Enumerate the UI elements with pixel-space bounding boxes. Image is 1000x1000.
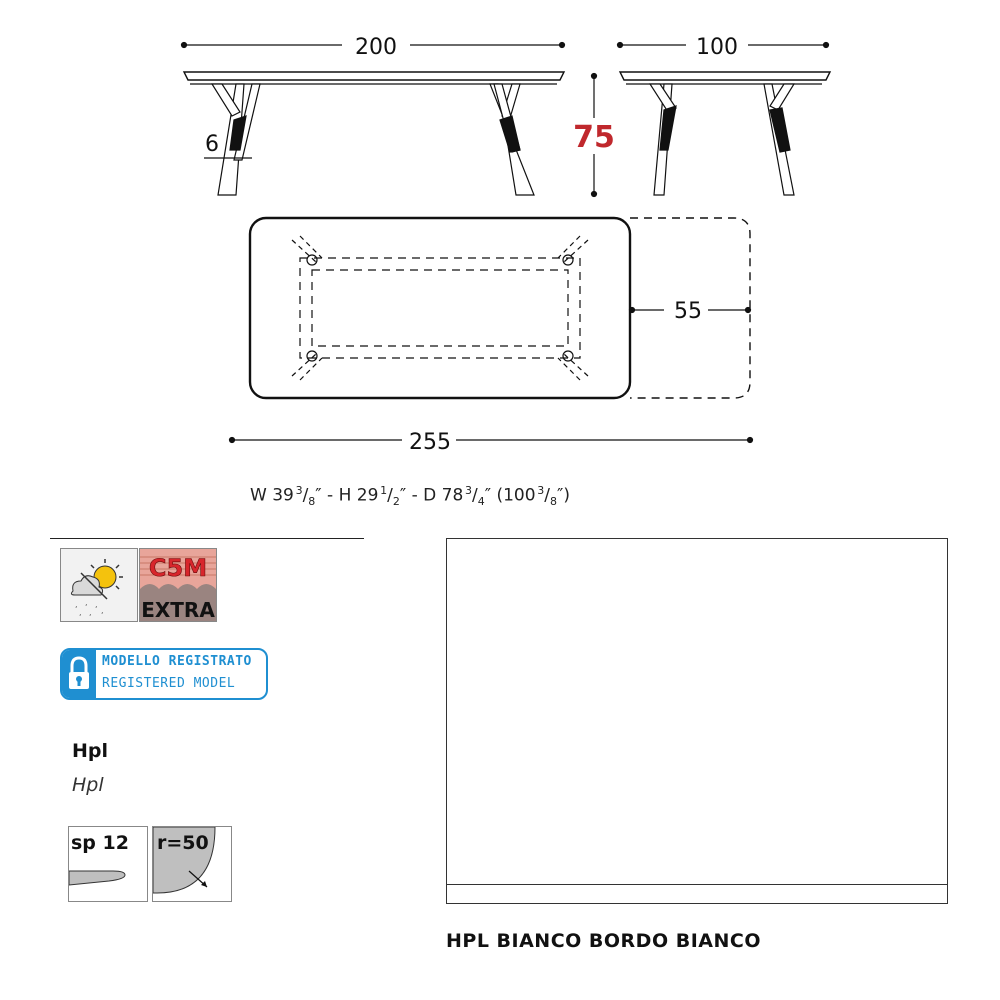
- side-view-table: [620, 72, 830, 195]
- front-view-table: [184, 72, 564, 195]
- svg-text:,: ,: [85, 598, 88, 607]
- svg-text:,: ,: [89, 608, 92, 617]
- radius-label: r=50: [157, 832, 209, 854]
- badge-line-english: REGISTERED MODEL: [102, 676, 236, 691]
- dimension-label-200: 200: [355, 35, 397, 60]
- swatch-edge-line: [447, 884, 947, 885]
- c5m-extra-icon: [139, 548, 217, 622]
- sun-cloud-rain-icon: [60, 548, 138, 622]
- badge-line-italian: MODELLO REGISTRATO: [102, 654, 252, 669]
- extra-label: EXTRA: [141, 598, 215, 621]
- registered-model-badge: [60, 648, 268, 700]
- finish-label: HPL BIANCO BORDO BIANCO: [446, 930, 761, 952]
- dimension-label-100: 100: [696, 35, 738, 60]
- thickness-profile-icon: [68, 826, 148, 902]
- lock-icon: [62, 650, 96, 698]
- dimension-label-75: 75: [573, 120, 615, 155]
- svg-text:,: ,: [95, 600, 98, 609]
- table-technical-drawing: [0, 0, 1000, 470]
- c5m-label: C5M: [148, 554, 208, 582]
- dimension-label-55: 55: [674, 299, 702, 324]
- radius-profile-icon: [152, 826, 232, 902]
- svg-text:,: ,: [79, 608, 82, 617]
- dimension-line-255: [230, 438, 753, 443]
- material-subtitle: Hpl: [72, 774, 104, 796]
- svg-text:,: ,: [101, 606, 104, 615]
- dimension-label-6: 6: [205, 132, 219, 157]
- material-title: Hpl: [72, 740, 109, 762]
- dimension-label-255: 255: [409, 430, 451, 455]
- section-divider: [50, 538, 364, 539]
- svg-text:,: ,: [75, 600, 78, 609]
- finish-swatch: [446, 538, 948, 904]
- thickness-label: sp 12: [71, 832, 129, 854]
- imperial-dimensions-line: W 39 $^3/_8''$ - H 29 $^1/_2''$ - D 78 $^3/_4''$ (100 $^3/_8''$): [250, 484, 570, 509]
